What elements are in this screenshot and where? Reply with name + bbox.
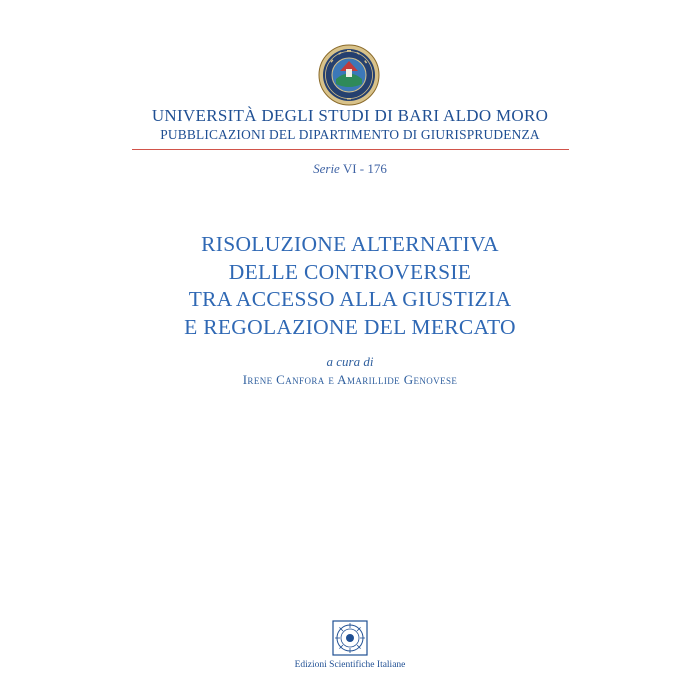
- university-seal-icon: [318, 44, 380, 106]
- university-name: UNIVERSITÀ DEGLI STUDI DI BARI ALDO MORO: [151, 106, 549, 125]
- series-word: Serie: [313, 161, 340, 176]
- series-number: VI - 176: [342, 161, 387, 176]
- title-line: TRA ACCESSO ALLA GIUSTIZIA: [188, 287, 512, 311]
- editor-name: Amarillide Genovese: [337, 372, 458, 387]
- title-line: E REGOLAZIONE DEL MERCATO: [184, 314, 516, 339]
- publisher-name: Edizioni Scientifiche Italiane: [294, 660, 406, 670]
- editors-label: a cura di: [326, 354, 374, 369]
- department-name: PUBBLICAZIONI DEL DIPARTIMENTO DI GIURISPRUDENZA: [160, 127, 540, 142]
- title-line: RISOLUZIONE ALTERNATIVA: [201, 232, 499, 256]
- title-line: DELLE CONTROVERSIE: [228, 259, 472, 284]
- editors-conjunction: e: [328, 372, 335, 387]
- editor-name: Irene Canfora: [242, 372, 325, 387]
- editors-names: [0, 372, 700, 388]
- series-label: [0, 161, 700, 177]
- header-divider: [132, 149, 569, 150]
- book-title: [0, 231, 700, 341]
- publisher-logo-icon: [332, 620, 368, 656]
